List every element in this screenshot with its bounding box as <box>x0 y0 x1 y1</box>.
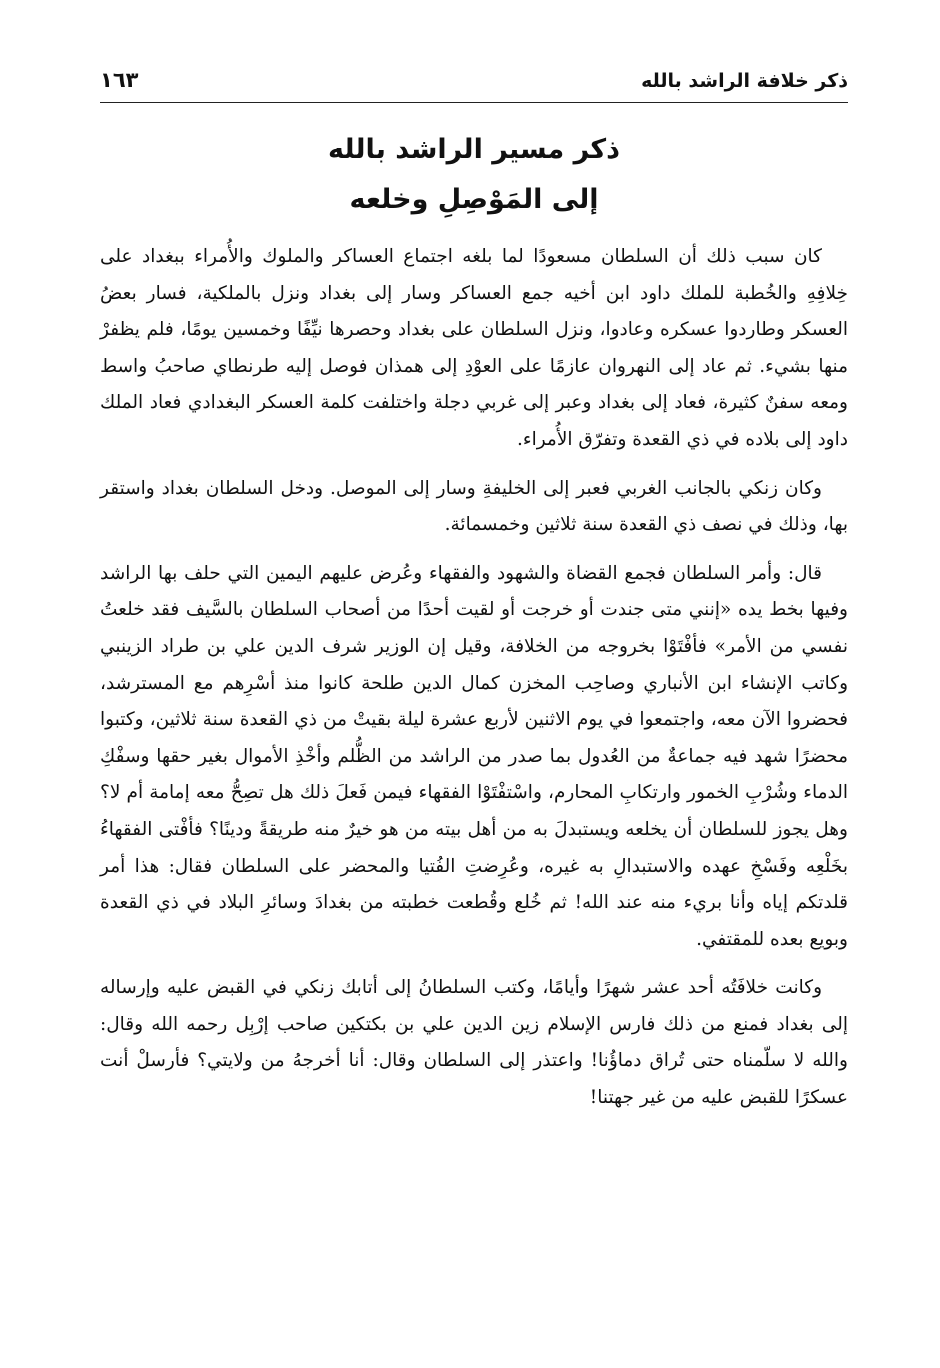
chapter-heading-line-1: ذكر مسير الراشد بالله <box>328 134 620 165</box>
chapter-heading-line-2: إلى المَوْصِلِ وخلعه <box>349 184 599 215</box>
book-page <box>100 62 848 1352</box>
chapter-heading <box>100 125 848 225</box>
page-number: ١٦٣ <box>100 68 139 92</box>
paragraph: كان سبب ذلك أن السلطان مسعودًا لما بلغه اجتماع العساكر والملوك والأُمراء ببغداد على خِلافِهِ والخُطبة للملك داود ابن أخيه جمع العساكر وسار إلى بغداد ونزل بالملكية، فسار بعضُ العسكر وطاردوا عسكره وعادوا، ونزل السلطان على بغداد وحصرها نيِّفًا وخمسين يومًا، فلم يظفرْ منها بشيء. ثم عاد إلى النهروان عازمًا على العوْدِ إلى همذان فوصل إليه طرنطاي صاحبُ واسط ومعه سفنٌ كثيرة، فعاد إلى بغداد وعبر إلى غربي دجلة واختلفت كلمة العسكر البغدادي فعاد الملك داود إلى بلاده في ذي القعدة وتفرّق الأُمراء. <box>100 246 848 450</box>
paragraph: قال: وأمر السلطان فجمع القضاة والشهود والفقهاء وعُرض عليهم اليمين التي حلف بها الراشد وفيها بخط يده «إنني متى جندت أو خرجت أو لقيت أحدًا من أصحاب السلطان بالسَّيف فقد خلعتُ نفسي من الأمر» فأفْتَوْا بخروجه من الخلافة، وقيل إن الوزير شرف الدين علي بن طراد الزينبي وكاتب الإنشاء ابن الأنباري وصاحِب المخزن كمال الدين طلحة كانوا منذ أسْرِهم مع المسترشد، فحضروا الآن معه، واجتمعوا في يوم الاثنين لأربع عشرة ليلة بقيتْ من ذي القعدة سنة ثلاثين، وكتبوا محضرًا شهد فيه جماعةٌ من العُدول بما صدر من الراشد من الظُّلم وأخْذِ الأموال بغير حقها وسفْكِ الدماء وشُرْبِ الخمور وارتكابِ المحارم، واسْتفْتَوْا الفقهاء فيمن فَعلَ ذلك هل تصِحُّ معه إمامة أم لا؟ وهل يجوز للسلطان أن يخلعه ويستبدلَ به من أهل بيته من هو خيرٌ منه طريقةً ودينًا؟ فأفْتى الفقهاءُ بخَلْعِه وفَسْخِ عهده والاستبدالِ به غيره، وعُرِضتِ الفُتيا والمحضر على السلطان فقال: هذا أمر قلدتكم إياه وأنا بريء منه عند الله! ثم خُلع وقُطعت خطبته من بغدادَ وسائرِ البلاد في ذي القعدة وبويع بعده للمقتفي. <box>100 562 848 950</box>
paragraph: وكان زنكي بالجانب الغربي فعبر إلى الخليفةِ وسار إلى الموصل. ودخل السلطان بغداد واستقر بها، وذلك في نصف ذي القعدة سنة ثلاثين وخمسمائة. <box>100 477 848 536</box>
running-header <box>100 62 848 103</box>
running-title: ذكر خلافة الراشد بالله <box>641 70 848 92</box>
body-text <box>100 239 848 1117</box>
paragraph: وكانت خلافَتُه أحد عشر شهرًا وأيامًا، وكتب السلطانُ إلى أتابك زنكي في القبض عليه وإرساله إلى بغداد فمنع من ذلك فارس الإسلام زين الدين علي بن بكتكين صاحب إرْبِل رحمه الله وقال: والله لا سلّمناه حتى تُراق دماؤُنا! واعتذر إلى السلطان وقال: أنا أخرجهُ من ولايتي؟ فأرسلْ أنت عسكرًا للقبض عليه من غير جهتنا! <box>100 977 848 1109</box>
